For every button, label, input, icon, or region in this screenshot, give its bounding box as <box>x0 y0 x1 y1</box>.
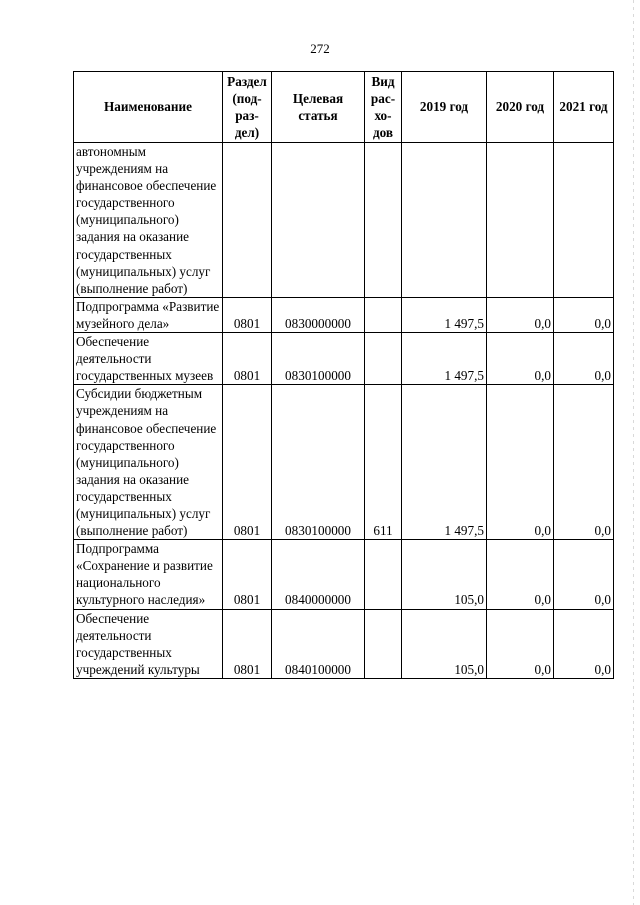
row-2020: 0,0 <box>487 609 554 678</box>
row-target: 0830100000 <box>272 333 365 385</box>
row-name: автономным учреждениям на финансовое обеспечение государственного (муниципального) задания на оказание государственных (муниципальных) услуг (выполнение работ) <box>74 143 223 298</box>
row-2019: 1 497,5 <box>402 333 487 385</box>
header-name: Наименование <box>74 72 223 143</box>
row-2020: 0,0 <box>487 385 554 540</box>
row-section: 0801 <box>223 297 272 332</box>
row-2021: 0,0 <box>554 385 614 540</box>
row-target: 0840100000 <box>272 609 365 678</box>
row-2021: 0,0 <box>554 297 614 332</box>
row-2020 <box>487 143 554 298</box>
row-expense <box>365 609 402 678</box>
header-2021: 2021 год <box>554 72 614 143</box>
row-2020: 0,0 <box>487 540 554 609</box>
page-number: 272 <box>310 41 330 56</box>
row-2021: 0,0 <box>554 333 614 385</box>
row-name: Обеспечение деятельности государственных учреждений культуры <box>74 609 223 678</box>
row-2021: 0,0 <box>554 540 614 609</box>
budget-table <box>73 71 614 679</box>
table-row <box>74 297 614 332</box>
table-row <box>74 609 614 678</box>
row-section <box>223 143 272 298</box>
header-section: Раздел (под-раз-дел) <box>223 72 272 143</box>
row-2019: 1 497,5 <box>402 385 487 540</box>
row-expense <box>365 333 402 385</box>
row-2021 <box>554 143 614 298</box>
row-name: Подпрограмма «Развитие музейного дела» <box>74 297 223 332</box>
row-expense <box>365 297 402 332</box>
row-2019 <box>402 143 487 298</box>
row-2019: 105,0 <box>402 609 487 678</box>
row-section: 0801 <box>223 385 272 540</box>
table-row <box>74 333 614 385</box>
header-target: Целевая статья <box>272 72 365 143</box>
table-row <box>74 143 614 298</box>
row-section: 0801 <box>223 333 272 385</box>
row-section: 0801 <box>223 609 272 678</box>
row-target <box>272 143 365 298</box>
header-2019: 2019 год <box>402 72 487 143</box>
row-2020: 0,0 <box>487 297 554 332</box>
row-2019: 105,0 <box>402 540 487 609</box>
row-name: Подпрограмма «Сохранение и развитие национального культурного наследия» <box>74 540 223 609</box>
row-2020: 0,0 <box>487 333 554 385</box>
table-row <box>74 385 614 540</box>
row-2019: 1 497,5 <box>402 297 487 332</box>
row-2021: 0,0 <box>554 609 614 678</box>
table-row <box>74 540 614 609</box>
row-expense: 611 <box>365 385 402 540</box>
scan-edge-line <box>633 0 634 905</box>
header-expense: Вид рас-хо-дов <box>365 72 402 143</box>
row-name: Обеспечение деятельности государственных музеев <box>74 333 223 385</box>
header-row <box>74 72 614 143</box>
row-expense <box>365 143 402 298</box>
row-target: 0830100000 <box>272 385 365 540</box>
row-section: 0801 <box>223 540 272 609</box>
row-target: 0840000000 <box>272 540 365 609</box>
row-target: 0830000000 <box>272 297 365 332</box>
row-expense <box>365 540 402 609</box>
header-2020: 2020 год <box>487 72 554 143</box>
row-name: Субсидии бюджетным учреждениям на финансовое обеспечение государственного (муниципального) задания на оказание государственных (муниципальных) услуг (выполнение работ) <box>74 385 223 540</box>
